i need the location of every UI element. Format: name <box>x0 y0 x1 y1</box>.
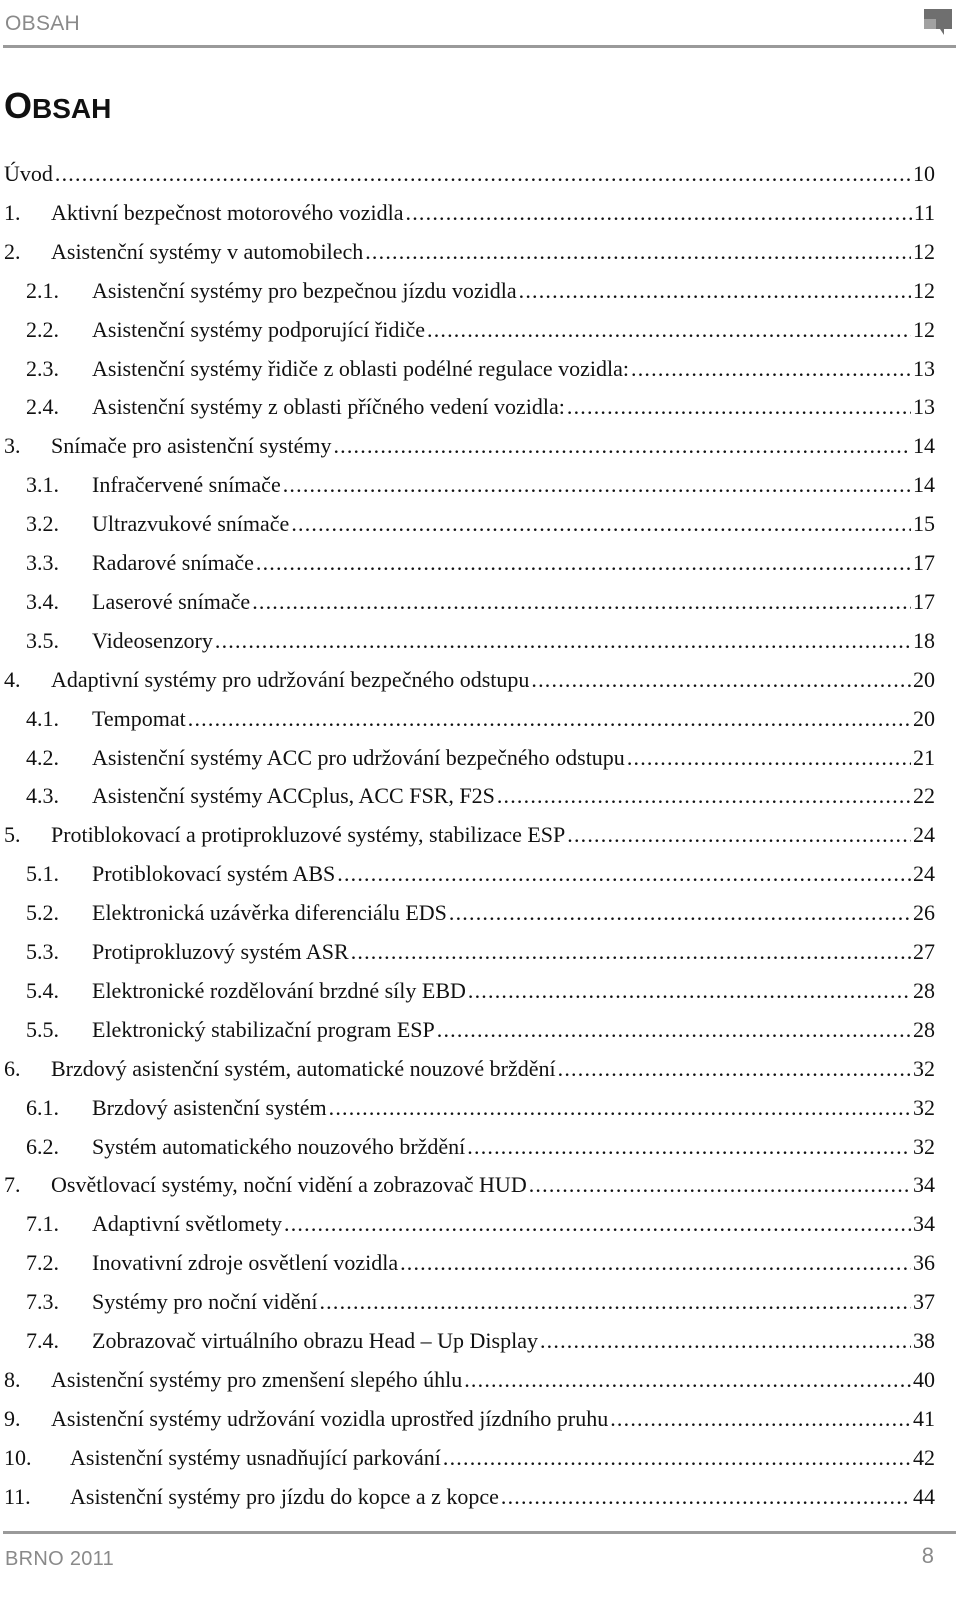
toc-entry-title: Asistenční systémy v automobilech <box>51 232 365 271</box>
toc-dot-leader <box>55 154 911 193</box>
toc-entry-number: 10. <box>4 1444 32 1470</box>
toc-dot-leader <box>558 1049 911 1088</box>
toc-entry[interactable] <box>0 660 960 699</box>
toc-dot-leader <box>252 582 911 621</box>
toc-entry-page: 42 <box>911 1438 935 1477</box>
toc-entry-page: 21 <box>911 738 935 777</box>
toc-entry-number: 7. <box>4 1172 21 1198</box>
toc-entry[interactable] <box>0 1321 960 1360</box>
toc-entry-page: 14 <box>911 426 935 465</box>
toc-entry-page: 44 <box>911 1477 935 1516</box>
toc-entry-number: 4.1. <box>26 705 59 731</box>
toc-entry-page: 15 <box>911 504 935 543</box>
toc-entry-number: 7.2. <box>26 1250 59 1276</box>
toc-entry-number: 5.5. <box>26 1016 59 1042</box>
toc-entry-title: Zobrazovač virtuálního obrazu Head – Up Display <box>92 1321 540 1360</box>
toc-dot-leader <box>291 504 911 543</box>
toc-entry-number: 3.4. <box>26 588 59 614</box>
toc-entry-title: Asistenční systémy ACCplus, ACC FSR, F2S <box>92 776 497 815</box>
toc-entry-title: Systémy pro noční vidění <box>92 1282 319 1321</box>
toc-entry-number: 8. <box>4 1366 21 1392</box>
toc-entry[interactable] <box>0 1360 960 1399</box>
toc-entry[interactable] <box>0 582 960 621</box>
toc-dot-leader <box>627 738 911 777</box>
toc-entry-title: Laserové snímače <box>92 582 252 621</box>
toc-dot-leader <box>256 543 911 582</box>
toc-entry[interactable] <box>0 815 960 854</box>
toc-entry-page: 14 <box>911 465 935 504</box>
toc-entry[interactable] <box>0 426 960 465</box>
toc-entry-page: 13 <box>911 349 935 388</box>
toc-dot-leader <box>337 854 911 893</box>
toc-entry[interactable] <box>0 971 960 1010</box>
toc-dot-leader <box>464 1360 911 1399</box>
toc-entry-title: Infračervené snímače <box>92 465 283 504</box>
toc-entry[interactable] <box>0 232 960 271</box>
toc-entry-page: 11 <box>912 193 935 232</box>
toc-entry-page: 32 <box>911 1088 935 1127</box>
toc-entry-page: 34 <box>911 1165 935 1204</box>
toc-entry[interactable] <box>0 1165 960 1204</box>
toc-entry-page: 17 <box>911 582 935 621</box>
toc-entry[interactable] <box>0 854 960 893</box>
toc-entry-title: Protiblokovací systém ABS <box>92 854 337 893</box>
toc-entry-number: 2. <box>4 238 21 264</box>
toc-entry[interactable] <box>0 465 960 504</box>
toc-dot-leader <box>631 349 911 388</box>
toc-entry-page: 12 <box>911 232 935 271</box>
toc-entry-title: Protiprokluzový systém ASR <box>92 932 351 971</box>
toc-entry[interactable] <box>0 1088 960 1127</box>
toc-entry-number: 2.1. <box>26 277 59 303</box>
toc-entry-title: Videosenzory <box>92 621 215 660</box>
toc-entry[interactable] <box>0 1438 960 1477</box>
toc-entry-page: 17 <box>911 543 935 582</box>
toc-entry-number: 6.2. <box>26 1133 59 1159</box>
toc-entry-title: Protiblokovací a protiprokluzové systémy, stabilizace ESP <box>51 815 567 854</box>
toc-entry[interactable] <box>0 1399 960 1438</box>
header-section-label: OBSAH <box>5 12 81 35</box>
toc-entry[interactable] <box>0 1243 960 1282</box>
toc-dot-leader <box>501 1477 911 1516</box>
page-title-initial: O <box>4 85 33 126</box>
toc-entry-page: 34 <box>911 1204 935 1243</box>
toc-entry-number: 6.1. <box>26 1094 59 1120</box>
toc-entry-number: 3. <box>4 433 21 459</box>
toc-entry[interactable] <box>0 504 960 543</box>
toc-dot-leader <box>443 1438 911 1477</box>
toc-entry-page: 32 <box>911 1127 935 1166</box>
toc-entry-number: 7.3. <box>26 1289 59 1315</box>
toc-entry-title: Asistenční systémy podporující řidiče <box>92 310 427 349</box>
toc-entry-page: 40 <box>911 1360 935 1399</box>
toc-entry-number: 1. <box>4 199 21 225</box>
toc-entry-title: Asistenční systémy z oblasti příčného vedení vozidla: <box>92 387 567 426</box>
toc-entry-title: Radarové snímače <box>92 543 256 582</box>
toc-entry[interactable] <box>0 893 960 932</box>
toc-entry-page: 20 <box>911 699 935 738</box>
toc-entry-number: 4.3. <box>26 783 59 809</box>
toc-dot-leader <box>567 815 911 854</box>
toc-entry-number: 3.3. <box>26 550 59 575</box>
toc-entry[interactable] <box>0 193 960 232</box>
toc-entry-page: 41 <box>911 1399 935 1438</box>
toc-entry-page: 26 <box>911 893 935 932</box>
university-logo-icon <box>922 5 954 35</box>
toc-dot-leader <box>406 193 912 232</box>
toc-entry[interactable] <box>0 1282 960 1321</box>
toc-entry[interactable] <box>0 621 960 660</box>
toc-entry-title: Asistenční systémy udržování vozidla uprostřed jízdního pruhu <box>51 1399 610 1438</box>
toc-entry-number: 3.2. <box>26 511 59 537</box>
header-rule <box>3 45 956 48</box>
toc-entry-number: 4. <box>4 666 21 692</box>
toc-entry-title: Ultrazvukové snímače <box>92 504 291 543</box>
toc-entry-page: 22 <box>911 776 935 815</box>
toc-dot-leader <box>215 621 911 660</box>
toc-entry[interactable] <box>0 271 960 310</box>
toc-dot-leader <box>519 271 911 310</box>
toc-entry-page: 12 <box>911 271 935 310</box>
toc-entry-number: 11. <box>4 1483 31 1509</box>
toc-entry-number: 2.4. <box>26 394 59 420</box>
toc-entry-number: 5.1. <box>26 861 59 887</box>
toc-dot-leader <box>449 893 911 932</box>
toc-dot-leader <box>400 1243 911 1282</box>
toc-entry-number: 5.4. <box>26 977 59 1003</box>
toc-entry-title: Elektronické rozdělování brzdné síly EBD <box>92 971 468 1010</box>
toc-entry-number: 9. <box>4 1405 21 1431</box>
toc-entry-number: 7.4. <box>26 1328 59 1353</box>
toc-dot-leader <box>437 1010 911 1049</box>
toc-entry-title: Tempomat <box>92 699 188 738</box>
toc-entry[interactable] <box>0 387 960 426</box>
toc-entry-title: Asistenční systémy usnadňující parkování <box>70 1438 443 1477</box>
toc-entry-title: Snímače pro asistenční systémy <box>51 426 333 465</box>
toc-entry-page: 20 <box>911 660 935 699</box>
toc-entry-number: 4.2. <box>26 744 59 770</box>
toc-dot-leader <box>284 1204 911 1243</box>
toc-entry-page: 18 <box>911 621 935 660</box>
toc-entry-number: 7.1. <box>26 1211 59 1237</box>
toc-dot-leader <box>319 1282 911 1321</box>
toc-entry-number: 3.1. <box>26 472 59 498</box>
toc-entry-number: 2.2. <box>26 316 59 342</box>
toc-entry[interactable] <box>0 310 960 349</box>
toc-entry[interactable] <box>0 1049 960 1088</box>
toc-entry-number: 5. <box>4 822 21 848</box>
toc-entry-page: 12 <box>911 310 935 349</box>
toc-entry[interactable] <box>0 349 960 388</box>
toc-entry[interactable] <box>0 932 960 971</box>
toc-dot-leader <box>329 1088 911 1127</box>
toc-entry-title: Asistenční systémy ACC pro udržování bezpečného odstupu <box>92 738 627 777</box>
toc-entry[interactable] <box>0 699 960 738</box>
toc-entry-title: Asistenční systémy pro zmenšení slepého úhlu <box>51 1360 464 1399</box>
toc-dot-leader <box>540 1321 911 1360</box>
toc-entry[interactable] <box>0 154 960 193</box>
toc-dot-leader <box>531 660 911 699</box>
toc-entry[interactable] <box>0 1477 960 1516</box>
toc-entry-title: Brzdový asistenční systém <box>92 1088 329 1127</box>
toc-entry[interactable] <box>0 738 960 777</box>
toc-dot-leader <box>567 387 911 426</box>
footer-label: BRNO 2011 <box>5 1548 115 1570</box>
toc-entry-page: 24 <box>911 854 935 893</box>
toc-entry-title: Brzdový asistenční systém, automatické nouzové brždění <box>51 1049 558 1088</box>
toc-entry-title: Systém automatického nouzového brždění <box>92 1127 467 1166</box>
toc-entry[interactable] <box>0 1127 960 1166</box>
page-title <box>4 85 112 126</box>
toc-entry-title: Osvětlovací systémy, noční vidění a zobrazovač HUD <box>51 1165 529 1204</box>
toc-entry-page: 28 <box>911 1010 935 1049</box>
toc-entry-page: 32 <box>911 1049 935 1088</box>
toc-entry-number: 5.3. <box>26 939 59 964</box>
toc-entry[interactable] <box>0 1010 960 1049</box>
toc-entry-page: 24 <box>911 815 935 854</box>
toc-dot-leader <box>365 232 911 271</box>
toc-entry-page: 37 <box>911 1282 935 1321</box>
toc-entry-title: Aktivní bezpečnost motorového vozidla <box>51 193 406 232</box>
toc-dot-leader <box>283 465 911 504</box>
toc-dot-leader <box>467 1127 911 1166</box>
toc-entry-page: 36 <box>911 1243 935 1282</box>
toc-dot-leader <box>468 971 911 1010</box>
toc-dot-leader <box>497 776 911 815</box>
toc-entry-title: Asistenční systémy pro jízdu do kopce a z kopce <box>70 1477 501 1516</box>
toc-entry-title: Elektronický stabilizační program ESP <box>92 1010 437 1049</box>
toc-entry-page: 27 <box>911 932 935 971</box>
toc-dot-leader <box>529 1165 911 1204</box>
toc-entry-title: Úvod <box>4 154 55 193</box>
toc-entry-title: Elektronická uzávěrka diferenciálu EDS <box>92 893 449 932</box>
toc-entry-title: Asistenční systémy řidiče z oblasti podélné regulace vozidla: <box>92 349 631 388</box>
toc-entry[interactable] <box>0 543 960 582</box>
footer-page-number: 8 <box>921 1543 934 1568</box>
toc-entry-number: 2.3. <box>26 355 59 381</box>
toc-entry-title: Adaptivní světlomety <box>92 1204 284 1243</box>
toc-dot-leader <box>188 699 911 738</box>
toc-entry[interactable] <box>0 1204 960 1243</box>
toc-dot-leader <box>610 1399 911 1438</box>
toc-entry-title: Inovativní zdroje osvětlení vozidla <box>92 1243 400 1282</box>
toc-dot-leader <box>427 310 911 349</box>
toc-dot-leader <box>351 932 911 971</box>
toc-entry-number: 5.2. <box>26 900 59 926</box>
toc-entry[interactable] <box>0 776 960 815</box>
toc-entry-page: 10 <box>911 154 935 193</box>
page-title-rest: BSAH <box>32 93 112 124</box>
running-header <box>0 0 960 50</box>
toc-entry-number: 6. <box>4 1055 21 1081</box>
toc-dot-leader <box>333 426 911 465</box>
toc-entry-title: Asistenční systémy pro bezpečnou jízdu vozidla <box>92 271 519 310</box>
toc-entry-page: 28 <box>911 971 935 1010</box>
footer-rule <box>3 1531 956 1534</box>
toc-entry-number: 3.5. <box>26 627 59 653</box>
toc-entry-title: Adaptivní systémy pro udržování bezpečného odstupu <box>51 660 531 699</box>
toc-entry-page: 38 <box>911 1321 935 1360</box>
toc-entry-page: 13 <box>911 387 935 426</box>
